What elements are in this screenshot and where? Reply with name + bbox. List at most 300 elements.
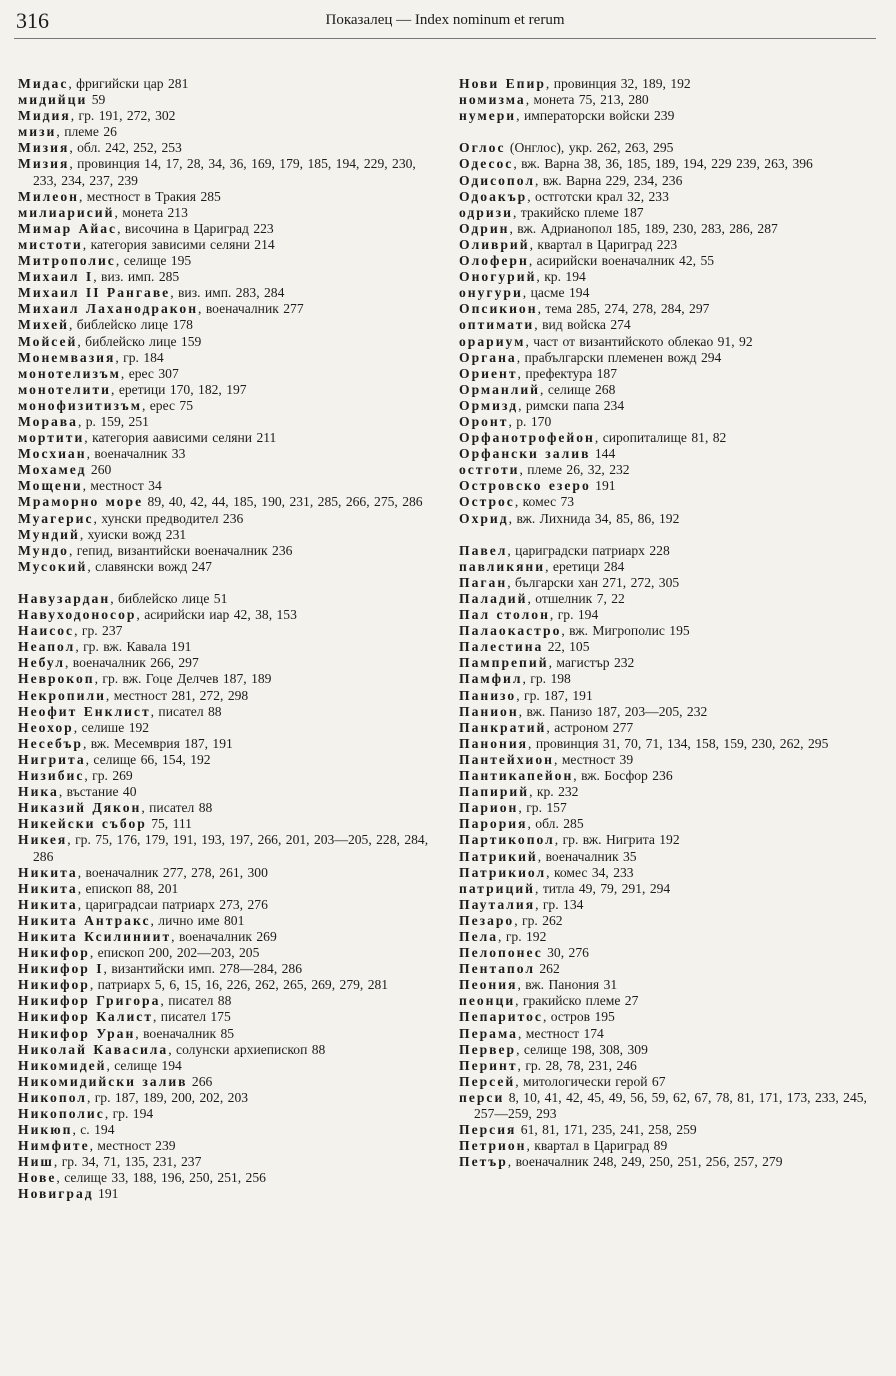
index-entry [18,591,442,607]
entry-references: , вж. Месемврия 187, 191 [82,735,233,751]
index-entry [18,414,442,430]
index-entry [459,720,879,736]
entry-references: , гр. вж. Нигрита 192 [554,832,680,848]
entry-references: , комес 34, 233 [546,864,634,880]
index-entry [18,736,442,752]
entry-references: , гр. 269 [84,768,133,784]
index-entry [459,398,879,414]
entry-references: , вж. Мигрополис 195 [561,623,690,639]
entry-references: 191 [590,478,616,494]
entry-headword: Неврокоп [18,671,95,687]
index-entry [18,108,442,124]
entry-headword: Опсикион [459,301,538,317]
entry-references: , тракийско племе 187 [512,204,644,220]
index-entry [459,1026,879,1042]
entry-references: , селище 66, 154, 192 [85,751,211,767]
entry-references: , гр. 194 [104,1106,154,1121]
index-column-left [18,76,442,1203]
entry-headword: Орфански залив [459,446,591,462]
entry-references: , астроном 277 [546,719,634,735]
entry-headword: одризи [459,204,513,220]
index-entry [18,639,442,655]
entry-headword: Пелопонес [459,945,543,961]
entry-headword: Нове [18,1170,57,1186]
entry-headword: Оногурий [459,269,537,285]
index-entry [459,221,879,237]
entry-references: , гр. 191, 272, 302 [70,108,176,124]
entry-headword: Неапол [18,639,76,655]
index-entry [459,269,879,285]
entry-references: , р. 159, 251 [77,413,149,429]
index-entry [459,205,879,221]
entry-references: , монета 75, 213, 280 [525,92,649,108]
index-entry [459,816,879,832]
entry-references: , митологически герой 67 [515,1073,666,1089]
index-entry [459,1154,879,1170]
index-entry [459,1090,879,1122]
index-entry [459,929,879,945]
entry-headword: Паган [459,574,508,590]
entry-headword: Никита [18,864,78,880]
entry-references: , гр. 34, 71, 135, 231, 237 [53,1154,202,1170]
entry-references: , военачалник 35 [537,848,637,864]
index-entry [18,494,442,510]
index-entry [18,237,442,253]
entry-headword: Никита [18,880,78,896]
index-entry [459,575,879,591]
entry-references: , гр. 28, 78, 231, 246 [517,1057,637,1073]
entry-headword: Оронт [459,413,509,429]
entry-references: , военачалник 85 [135,1025,235,1041]
index-entry [18,671,442,687]
index-entry [18,607,442,623]
index-entry [459,478,879,494]
entry-headword: Пауталия [459,896,536,912]
entry-headword: Пентапол [459,961,535,977]
index-entry [459,768,879,784]
index-entry [459,414,879,430]
entry-references: 191 [93,1186,119,1202]
index-entry [459,784,879,800]
entry-references: , комес 73 [514,494,575,510]
index-entry [459,317,879,333]
entry-references: , гр. 134 [535,896,584,912]
index-entry [459,173,879,189]
index-column-right [459,76,879,1170]
index-entry [459,945,879,961]
entry-headword: монотелизъм [18,365,121,381]
index-entry [459,237,879,253]
entry-references: , обл. 242, 252, 253 [69,140,182,156]
index-entry [18,816,442,832]
index-entry [18,76,442,92]
index-entry [459,301,879,317]
entry-references: , кр. 232 [529,784,579,800]
entry-references: 266 [187,1073,213,1089]
entry-references: 61, 81, 171, 235, 241, 258, 259 [516,1122,697,1138]
index-entry [459,688,879,704]
entry-headword: Михаил Лаханодракон [18,301,199,317]
letter-section-gap [459,124,879,140]
entry-headword: Орманлий [459,381,541,397]
entry-references: , императорски войски 239 [516,108,675,124]
index-entry [18,704,442,720]
entry-references: , остров 195 [542,1009,615,1025]
entry-references: , славянски вожд 247 [87,558,212,574]
index-entry [18,1170,442,1186]
index-entry [18,1026,442,1042]
entry-headword: Панония [459,735,529,751]
entry-headword: Монемвазия [18,349,116,365]
entry-references: , византийски имп. 278—284, 286 [103,961,303,977]
index-entry [459,462,879,478]
index-entry [459,1122,879,1138]
entry-references: , вж. Лихнида 34, 85, 86, 192 [508,510,680,526]
entry-headword: Навузардан [18,591,111,606]
index-entry [18,205,442,221]
entry-headword: Петрион [459,1138,527,1154]
entry-headword: Памфил [459,671,523,687]
entry-references: , вж. Панизо 187, 203—205, 232 [518,703,708,719]
entry-headword: Никейски събор [18,816,147,832]
entry-headword: Михаил I [18,269,94,285]
index-entry [18,897,442,913]
entry-references: , остготски крал 32, 233 [527,188,669,204]
entry-headword: Панкратий [459,719,547,735]
entry-references: , категория зависими селяни 214 [82,236,275,252]
index-entry [459,800,879,816]
entry-headword: Неохор [18,719,74,735]
entry-headword: Органа [459,349,517,365]
entry-references: , писател 175 [153,1009,231,1025]
entry-references: 260 [86,462,112,478]
entry-headword: Навуходоносор [18,607,137,623]
entry-references: , военачалник 277, 278, 261, 300 [77,864,268,880]
entry-references: , писател 88 [160,993,232,1009]
entry-headword: орариум [459,333,526,349]
entry-headword: Никомидийски залив [18,1073,188,1089]
letter-section-gap [459,527,879,543]
entry-references: , лично име 801 [150,912,245,928]
entry-references: , гр. 198 [522,671,571,687]
entry-references: , ерес 75 [141,397,193,413]
index-entry [18,430,442,446]
entry-references: , еретици 170, 182, 197 [111,381,247,397]
entry-references: , префектура 187 [517,365,618,381]
entry-headword: Мундо [18,542,69,558]
entry-references: , български хан 271, 272, 305 [507,574,680,590]
entry-headword: Одисопол [459,172,536,188]
entry-references: , вид войска 274 [534,317,631,333]
entry-references: , библейско лице 51 [110,591,228,606]
entry-references: , фригийски цар 281 [68,76,189,91]
index-entry [459,140,879,156]
index-entry [18,961,442,977]
index-entry [459,752,879,768]
index-entry [459,543,879,559]
index-entry [18,269,442,285]
entry-headword: Мизия [18,156,70,172]
index-entry [18,993,442,1009]
entry-headword: Мойсей [18,333,78,349]
index-entry [459,1074,879,1090]
index-entry [18,655,442,671]
entry-references: , титла 49, 79, 291, 294 [535,880,671,896]
index-entry [18,929,442,945]
entry-headword: милиарисий [18,204,115,220]
index-entry [18,881,442,897]
entry-headword: Никифор [18,945,90,961]
entry-headword: Острос [459,494,515,510]
entry-references: , прабългарски племенен вожд 294 [516,349,722,365]
entry-headword: Пантикапейон [459,768,574,784]
entry-references: , асирийски военачалник 42, 55 [528,253,715,269]
letter-section-gap [18,575,442,591]
entry-references: 89, 40, 42, 44, 185, 190, 231, 285, 266, 275, 286 [143,494,423,510]
entry-headword: Мощени [18,478,83,494]
index-entry [459,366,879,382]
entry-headword: Парория [459,816,528,832]
entry-headword: мидийци [18,92,88,108]
entry-headword: монофизитизъм [18,397,142,413]
entry-headword: Оливрий [459,236,530,252]
entry-references: , библейско лице 178 [69,317,193,333]
entry-headword: Мидия [18,108,71,124]
entry-references: , солунски архиепископ 88 [168,1041,326,1057]
index-entry [18,301,442,317]
entry-headword: павликяни [459,558,546,574]
entry-headword: Павел [459,542,508,558]
page-number: 316 [16,8,49,33]
entry-references: , писател 88 [141,800,213,816]
entry-headword: Нови Епир [459,76,546,91]
entry-headword: Мидас [18,76,69,91]
index-entry [18,478,442,494]
index-entry [18,285,442,301]
entry-references: , местност 39 [554,751,634,767]
entry-headword: Никопол [18,1089,87,1105]
entry-references: , монета 213 [114,204,188,220]
entry-references: , обл. 285 [527,816,584,832]
index-entry [18,156,442,188]
entry-headword: Михаил II Рангаве [18,285,171,301]
entry-headword: Одрин [459,220,510,236]
entry-headword: Пампрепий [459,655,549,671]
entry-headword: оптимати [459,317,535,333]
entry-headword: Никифор Уран [18,1025,136,1041]
entry-headword: Никита Ксилиниит [18,928,172,944]
index-entry [459,446,879,462]
entry-headword: Орфанотрофейон [459,430,595,446]
entry-headword: Паладий [459,591,528,606]
index-entry [459,430,879,446]
index-entry [18,977,442,993]
index-entry [18,800,442,816]
entry-headword: Никита [18,896,78,912]
entry-references: , цариградсаи патриарх 273, 276 [77,896,268,912]
entry-headword: Патрикий [459,848,538,864]
entry-headword: Пепаритос [459,1009,543,1025]
entry-headword: Островско езеро [459,478,591,494]
entry-references: , тема 285, 274, 278, 284, 297 [537,301,710,317]
entry-references: , провинция 14, 17, 28, 34, 36, 169, 179, 185, 194, 229, 230, 233, 234, 237, 239 [33,156,416,188]
index-entry [18,527,442,543]
entry-references: (Онглос), укр. 262, 263, 295 [505,140,674,156]
index-entry [18,1154,442,1170]
entry-references: , гр. вж. Гоце Делчев 187, 189 [94,671,272,687]
entry-references: , магистър 232 [548,655,635,671]
index-entry [459,1058,879,1074]
entry-references: , провинция 32, 189, 192 [545,76,691,91]
index-entry [18,462,442,478]
entry-headword: Мохамед [18,462,87,478]
entry-headword: Никюп [18,1122,73,1138]
index-entry [18,768,442,784]
entry-references: , височина в Цариград 223 [117,220,274,236]
entry-references: , гракийско племе 27 [515,993,639,1009]
entry-references: , категория аависими селяни 211 [84,430,277,446]
index-entry [18,334,442,350]
entry-headword: Оглос [459,140,506,156]
entry-headword: Муагерис [18,510,94,526]
entry-headword: Пантейхион [459,751,555,767]
index-entry [18,832,442,864]
index-entry [18,1138,442,1154]
entry-references: , ерес 307 [120,365,179,381]
index-entry [18,1106,442,1122]
entry-headword: номизма [459,92,526,108]
entry-headword: Никополис [18,1106,105,1121]
entry-references: , селище 198, 308, 309 [516,1041,648,1057]
entry-references: , военачалник 269 [171,928,277,944]
entry-references: , кр. 194 [536,269,586,285]
index-entry [459,832,879,848]
index-entry [459,108,879,124]
index-entry [459,961,879,977]
index-entry [18,1009,442,1025]
index-entry [459,334,879,350]
entry-references: 8, 10, 41, 42, 45, 49, 56, 59, 62, 67, 78, 81, 171, 173, 233, 245, 257—259, 293 [474,1089,867,1121]
entry-references: , гр. 187, 191 [516,687,593,703]
index-entry [459,639,879,655]
entry-references: , вж. Варна 229, 234, 236 [535,172,683,188]
entry-references: , местност 174 [517,1025,604,1041]
entry-headword: Первер [459,1041,517,1057]
entry-headword: Неофит Енклист [18,703,151,719]
entry-headword: Одоакър [459,188,528,204]
entry-references: , провинция 31, 70, 71, 134, 158, 159, 230, 262, 295 [528,735,829,751]
entry-references: , асирийски иар 42, 38, 153 [136,607,297,623]
entry-headword: Пеония [459,977,518,993]
entry-headword: Мусокий [18,558,88,574]
entry-headword: Ориент [459,365,518,381]
index-entry [459,671,879,687]
entry-headword: Персия [459,1122,517,1138]
entry-references: , хуиски вожд 231 [79,526,187,542]
entry-headword: Нигрита [18,751,86,767]
entry-headword: Никифор Григора [18,993,161,1009]
entry-headword: патриций [459,880,536,896]
entry-references: , гр. 192 [498,928,547,944]
entry-headword: Мимар Айас [18,220,118,236]
entry-references: , селище 268 [540,381,616,397]
entry-references: , еретици 284 [545,558,625,574]
entry-headword: Никита Антракс [18,912,151,928]
entry-references: , квартал в Цариград 223 [529,236,678,252]
entry-headword: Николай Кавасила [18,1041,169,1057]
entry-references: , селище 195 [115,253,192,269]
index-entry [18,1186,442,1202]
entry-headword: Партикопол [459,832,555,848]
index-entry [459,591,879,607]
index-entry [18,317,442,333]
entry-headword: Мизия [18,140,70,156]
entry-headword: мизи [18,124,57,140]
entry-references: , селише 192 [73,719,150,735]
entry-references: , военачалник 248, 249, 250, 251, 256, 257, 279 [507,1154,783,1170]
entry-headword: Персей [459,1073,516,1089]
entry-headword: Панион [459,703,519,719]
entry-headword: Михей [18,317,69,333]
entry-references: , гр. 194 [549,607,599,623]
index-entry [459,704,879,720]
entry-references: , въстание 40 [58,784,137,800]
index-entry [459,559,879,575]
index-entry [18,189,442,205]
index-entry [459,382,879,398]
index-entry [459,849,879,865]
index-entry [18,366,442,382]
entry-references: 59 [87,92,106,108]
entry-references: , част от византийското облекао 91, 92 [525,333,753,349]
entry-headword: Небул [18,655,65,671]
index-entry [18,140,442,156]
entry-headword: Ормизд [459,397,519,413]
entry-references: , писател 88 [150,703,222,719]
index-entry [459,897,879,913]
index-entry [18,688,442,704]
entry-headword: мортити [18,430,85,446]
entry-references: , цасме 194 [522,285,590,301]
entry-references: , вж. Адрианопол 185, 189, 230, 283, 286, 287 [509,220,778,236]
index-entry [459,1009,879,1025]
entry-references: , отшелник 7, 22 [527,591,625,606]
entry-headword: Палeстина [459,639,544,655]
index-entry [459,865,879,881]
entry-headword: перси [459,1089,505,1105]
index-entry [18,398,442,414]
index-entry [18,92,442,108]
entry-references: , гр. 157 [518,800,567,816]
index-entry [18,784,442,800]
index-entry [18,1058,442,1074]
index-entry [459,655,879,671]
entry-references: , гр. 237 [74,623,123,639]
index-entry [18,913,442,929]
index-entry [459,156,879,172]
entry-references: , гр. 262 [514,912,563,928]
index-entry [18,720,442,736]
entry-references: , библейско лице 159 [77,333,202,349]
entry-headword: Пела [459,928,499,944]
index-entry [18,446,442,462]
entry-references: , виз. имп. 285 [93,269,180,285]
entry-headword: Патрикиол [459,864,547,880]
index-entry [18,124,442,140]
entry-references: 144 [590,446,616,462]
index-entry [459,511,879,527]
entry-references: , епископ 88, 201 [77,880,179,896]
